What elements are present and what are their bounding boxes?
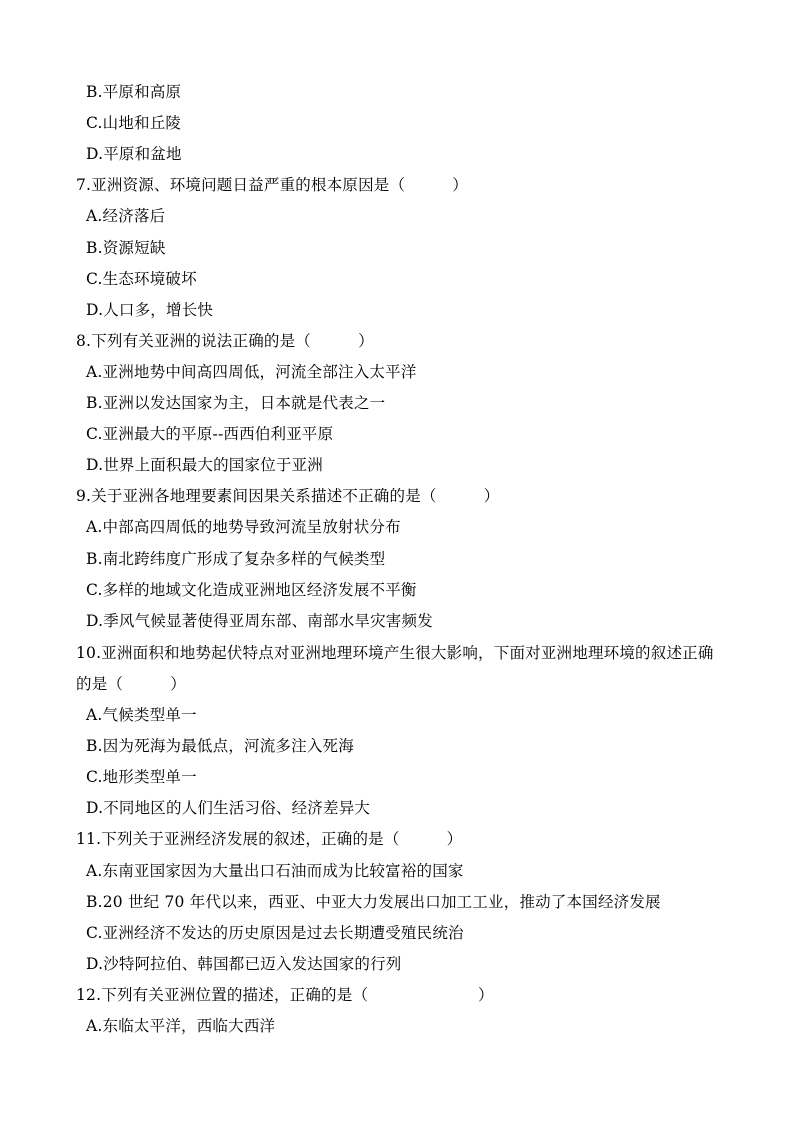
- question-9-option-a: A.中部高四周低的地势导致河流呈放射状分布: [86, 518, 401, 536]
- question-10-option-b: B.因为死海为最低点，河流多注入死海: [86, 737, 354, 755]
- question-11-option-d: D.沙特阿拉伯、韩国都已迈入发达国家的行列: [86, 955, 402, 973]
- question-8-option-b: B.亚洲以发达国家为主，日本就是代表之一: [86, 394, 386, 412]
- question-8-option-c: C.亚洲最大的平原--西西伯利亚平原: [86, 425, 334, 443]
- question-10-option-a: A.气候类型单一: [86, 706, 197, 724]
- question-9-option-b: B.南北跨纬度广形成了复杂多样的气候类型: [86, 550, 386, 568]
- question-7-option-c: C.生态环境破坏: [86, 270, 197, 288]
- question-10-stem: 10.亚洲面积和地势起伏特点对亚洲地理环境产生很大影响，下面对亚洲地理环境的叙述正确: [76, 644, 714, 662]
- question-9-option-c: C.多样的地域文化造成亚洲地区经济发展不平衡: [86, 581, 417, 599]
- question-8-option-a: A.亚洲地势中间高四周低，河流全部注入太平洋: [86, 363, 417, 381]
- question-12-stem: 12.下列有关亚洲位置的描述，正确的是（ ）: [76, 986, 494, 1004]
- option-d-prev: D.平原和盆地: [86, 145, 182, 163]
- question-9-option-d: D.季风气候显著使得亚周东部、南部水旱灾害频发: [86, 612, 433, 630]
- question-12-option-a: A.东临太平洋，西临大西洋: [86, 1017, 276, 1035]
- question-11-option-b: B.20 世纪 70 年代以来，西亚、中亚大力发展出口加工工业，推动了本国经济发展: [86, 893, 661, 911]
- option-c-prev: C.山地和丘陵: [86, 114, 182, 132]
- question-11-stem: 11.下列关于亚洲经济发展的叙述，正确的是（ ）: [76, 830, 463, 848]
- question-7-stem: 7.亚洲资源、环境问题日益严重的根本原因是（ ）: [76, 176, 468, 194]
- question-7-option-b: B.资源短缺: [86, 239, 166, 257]
- question-10-option-c: C.地形类型单一: [86, 768, 197, 786]
- question-10-stem-continued: 的是（ ）: [76, 675, 186, 693]
- option-b-prev: B.平原和高原: [86, 83, 182, 101]
- question-8-stem: 8.下列有关亚洲的说法正确的是（ ）: [76, 332, 374, 350]
- question-7-option-a: A.经济落后: [86, 207, 166, 225]
- question-9-stem: 9.关于亚洲各地理要素间因果关系描述不正确的是（ ）: [76, 487, 500, 505]
- question-11-option-a: A.东南亚国家因为大量出口石油而成为比较富裕的国家: [86, 862, 464, 880]
- question-7-option-d: D.人口多，增长快: [86, 301, 214, 319]
- question-10-option-d: D.不同地区的人们生活习俗、经济差异大: [86, 799, 371, 817]
- question-11-option-c: C.亚洲经济不发达的历史原因是过去长期遭受殖民统治: [86, 924, 464, 942]
- question-8-option-d: D.世界上面积最大的国家位于亚洲: [86, 456, 324, 474]
